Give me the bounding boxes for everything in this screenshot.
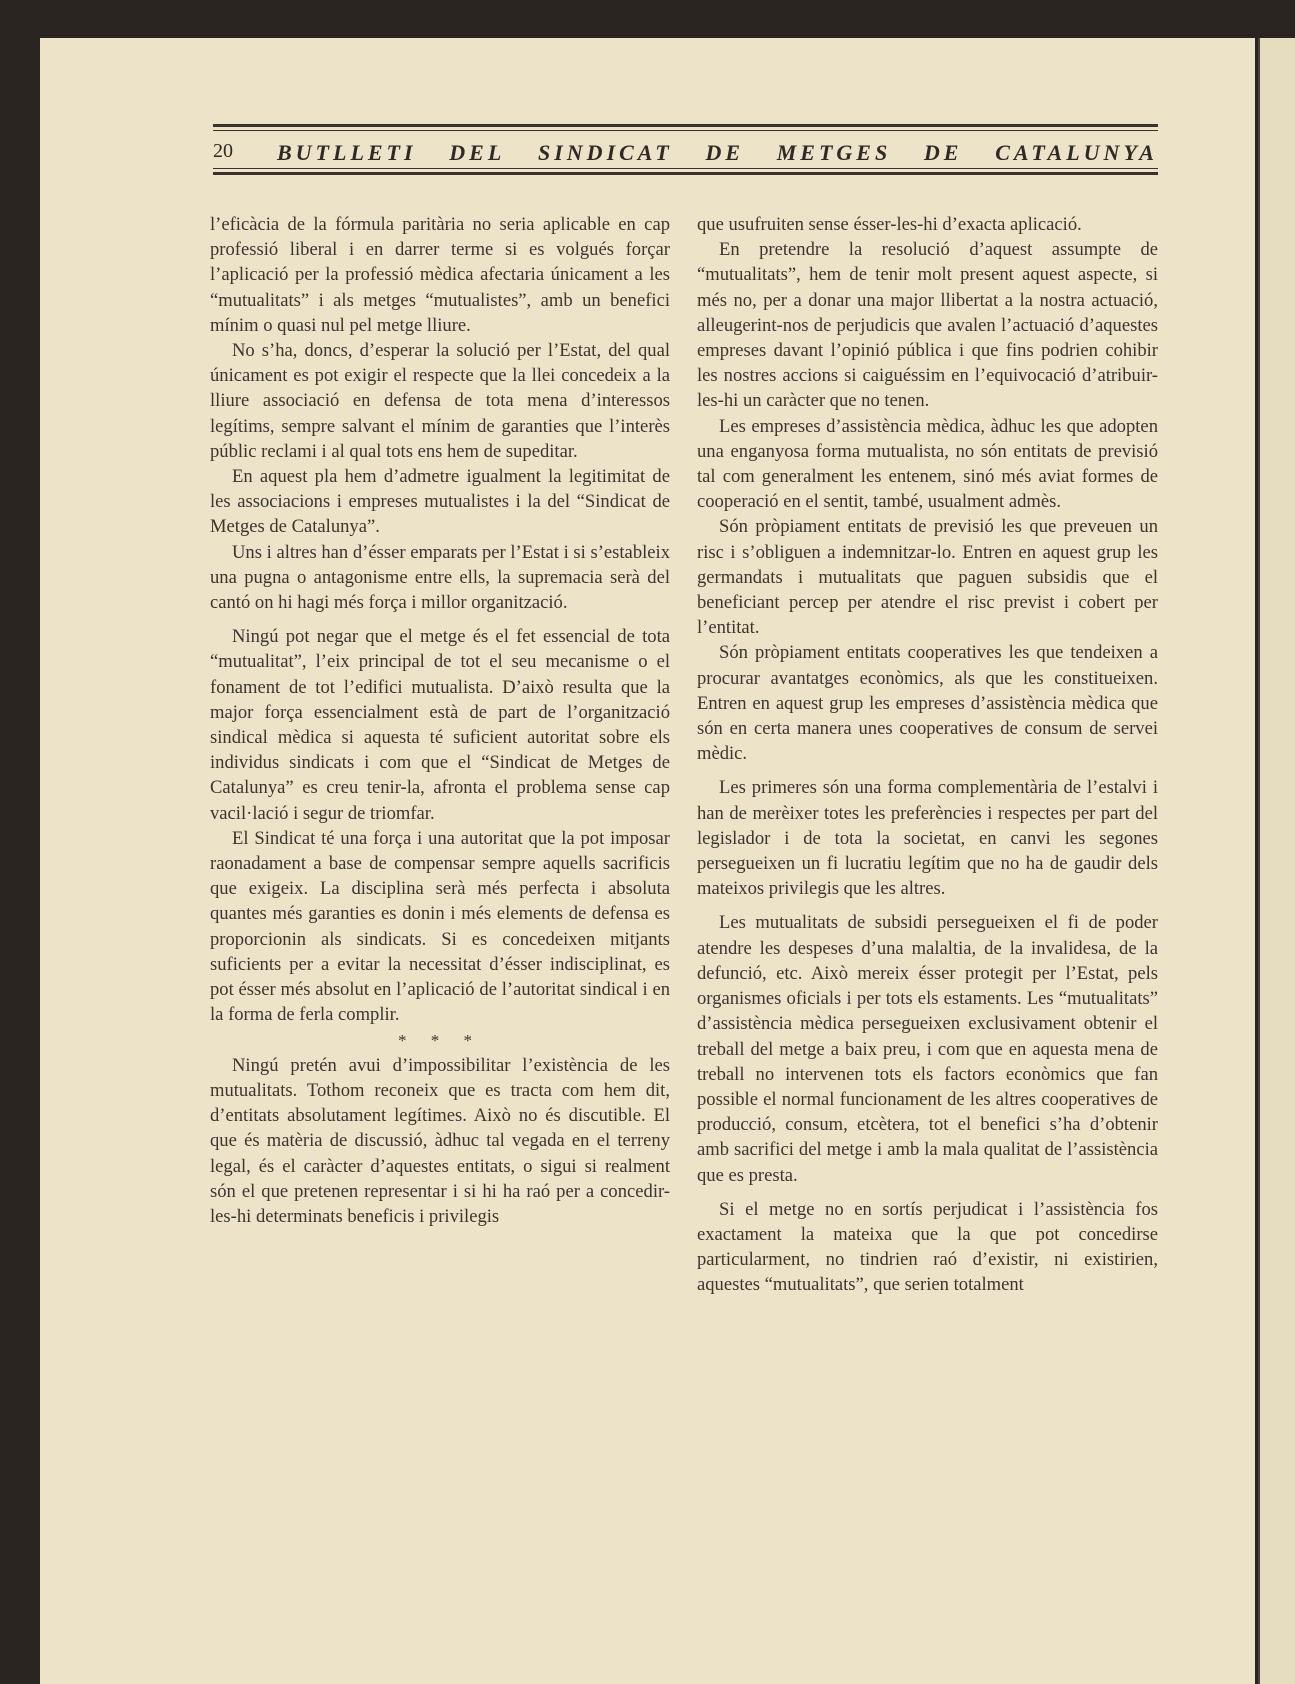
paragraph: Ningú pretén avui d’impossibilitar l’existència de les mutualitats. Tothom reconeix que es tracta com hem dit, d’entitats absolutament legítimes. Això no és discutible. El que és matèria de discussió, àdhuc tal vegada en el terreny legal, és el caràcter d’aquestes entitats, o sigui si realment són el que pretenen representar i si hi ha raó per a concedir-les-hi determinats beneficis i privilegis [210, 1054, 670, 1227]
paragraph: Les empreses d’assistència mèdica, àdhuc les que adopten una enganyosa forma mutualista, no són entitats de previsió tal com generalment les entenem, sinó més aviat formes de cooperació en el sentit, també, usualment admès. [697, 415, 1158, 513]
header-rule-top-thin [213, 130, 1158, 131]
title-word: DE [705, 140, 744, 165]
left-column [210, 212, 670, 1229]
title-word: METGES [776, 140, 892, 165]
next-page-edge [1258, 38, 1295, 1684]
paragraph: Són pròpiament entitats cooperatives les que tendeixen a procurar avantatges econòmics, als que les constitueixen. Entren en aquest grup les empreses d’assistència mèdica que són en certa manera unes cooperatives de consum de servei mèdic. [697, 642, 1158, 765]
header-rule-bottom-thin [213, 168, 1158, 169]
paragraph: Les mutualitats de subsidi persegueixen el fi de poder atendre les despeses d’una malaltia, de la invalidesa, de la defunció, etc. Això mereix ésser protegit per l’Estat, pels organismes oficials i per tots els estaments. Les “mutualitats” d’assistència mèdica persegueixen exclusivament obtenir el treball del metge a baix preu, i com que en aquesta mena de treball no intervenen tots els factors econòmics que fan possible el normal funcionament de les altres cooperatives de producció, consum, etcètera, tot el benefici s’ha d’obtenir amb sacrifici del metge i amb la mala qualitat de l’assistència que es presta. [697, 912, 1158, 1186]
right-column [697, 212, 1158, 1298]
header-rule-bottom-thick [213, 172, 1158, 175]
title-word: DE [923, 140, 963, 165]
paragraph: Si el metge no en sortís perjudicat i l’assistència fos exactament la mateixa que la que pot concedirse particularment, no tindrien raó d’existir, ni existirien, aquestes “mutualitats”, que serien totalment [697, 1198, 1158, 1296]
paragraph: El Sindicat té una força i una autoritat que la pot imposar raonadament a base de compensar sempre aquells sacrificis que exigeix. La disciplina serà més perfecta i absoluta quantes més garanties es donin i més elements de defensa es proporcionin als sindicats. Si es concedeixen mitjants suficients per a evitar la necessitat d’ésser indisciplinat, es pot ésser més absolut en l’aplicació de l’autoritat sindical i en la forma de ferla complir. [210, 827, 670, 1026]
title-word: BUTLLETI [277, 140, 417, 165]
title-word: CATALUNYA [995, 140, 1158, 165]
paragraph: En aquest pla hem d’admetre igualment la legitimitat de les associacions i empreses mutualistes i la del “Sindicat de Metges de Catalunya”. [210, 466, 670, 538]
paragraph: Ningú pot negar que el metge és el fet essencial de tota “mutualitat”, l’eix principal de tot el seu mecanisme o el fonament de tot l’edifici mutualista. D’això resulta que la major força essencialment està de part de l’organització sindical mèdica si aquesta té suficient autoritat sobre els individus sindicats i com que el “Sindicat de Metges de Catalunya” es creu tenir-la, afronta el problema sense cap vacil·lació i segur de triomfar. [210, 626, 670, 824]
paragraph: l’eficàcia de la fórmula paritària no seria aplicable en cap professió liberal i en darrer terme si es volgués forçar l’aplicació per la professió mèdica afectaria únicament a les “mutualitats” i als metges “mutualistes”, amb un benefici mínim o quasi nul pel metge lliure. [210, 214, 670, 336]
paragraph: Les primeres són una forma complementària de l’estalvi i han de merèixer totes les preferències i respectes per part del legislador i de tota la societat, en canvi les segones persegueixen un fi lucratiu legítim que no ha de gaudir dels mateixos privilegis que les altres. [697, 777, 1158, 900]
section-separator: * * * [398, 1030, 482, 1050]
journal-title [277, 140, 1158, 166]
page-number: 20 [213, 140, 233, 162]
paragraph: No s’ha, doncs, d’esperar la solució per l’Estat, del qual únicament es pot exigir el respecte que la llei concedeix a la lliure associació en defensa de tota mena d’interessos legítims, sempre salvant el mínim de garanties que l’interès públic reclami i al qual tots ens hem de supeditar. [210, 340, 670, 462]
paragraph: Són pròpiament entitats de previsió les que preveuen un risc i s’obliguen a indemnitzar-lo. Entren en aquest grup les germandats i mutualitats que paguen subsidis que el beneficiant percep per atendre el risc previst i cobert per l’entitat. [697, 516, 1158, 639]
paragraph: En pretendre la resolució d’aquest assumpte de “mutualitats”, hem de tenir molt present aquest aspecte, si més no, per a donar una major llibertat a la nostra actuació, alleugerint-nos de perjudicis que avalen l’actuació d’aquestes empreses davant l’opinió pública i que fins podrien cohibir les nostres accions si caiguéssim en l’equivocació d’atribuir-les-hi un caràcter que no tenen. [697, 239, 1158, 412]
header-rule-top-thick [213, 124, 1158, 127]
title-word: SINDICAT [538, 140, 673, 165]
title-word: DEL [449, 140, 506, 165]
scan-background-top [0, 0, 1295, 38]
paragraph: que usufruiten sense ésser-les-hi d’exacta aplicació. [697, 214, 1082, 235]
running-header [213, 140, 1158, 164]
paragraph: Uns i altres han d’ésser emparats per l’Estat i si s’estableix una pugna o antagonisme entre ells, la supremacia serà del cantó on hi hagi més força i millor organització. [210, 541, 670, 614]
